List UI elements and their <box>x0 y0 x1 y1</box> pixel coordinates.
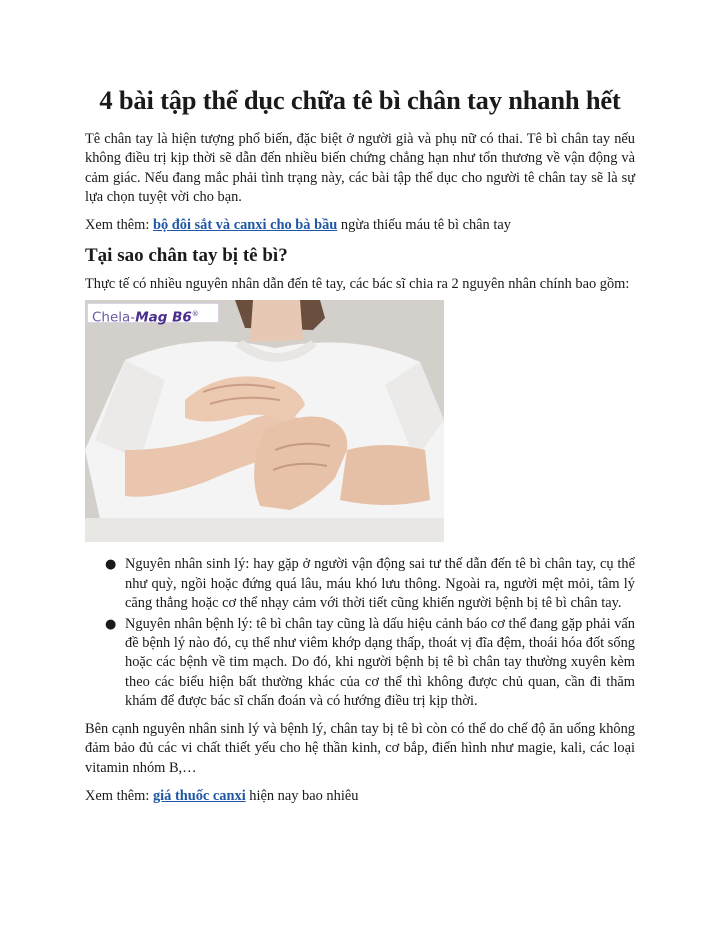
bullet-icon: ● <box>105 616 117 632</box>
calcium-price-link[interactable]: giá thuốc canxi <box>152 787 246 804</box>
list-item-text: Nguyên nhân sinh lý: hay gặp ở người vận động sai tư thế dẫn đến tê bì chân tay, cụ thể như quỳ, ngồi hoặc đứng quá lâu, máu khó lưu thông. Ngoài ra, người mệt mỏi, tâm lý căng thẳng hoặc cơ thể nhạy cảm với thời tiết cũng khiến người bệnh bị tê bì chân tay. <box>125 556 635 612</box>
list-item <box>105 555 635 613</box>
woman-holding-wrist-illustration <box>85 300 444 542</box>
article-title: 4 bài tập thể dục chữa tê bì chân tay nhanh hết <box>99 85 621 115</box>
intro-paragraph: Tê chân tay là hiện tượng phổ biến, đặc biệt ở người già và phụ nữ có thai. Tê bì chân tay nếu không điều trị kịp thời sẽ dẫn đến nhiều biến chứng chẳng hạn như tổn thương về vận động và cảm giác. Nếu đang mắc phải tình trạng này, các bài tập thể dục cho người tê chân tay sẽ là sự lựa chọn tuyệt vời cho bạn. <box>85 131 635 206</box>
section-intro: Thực tế có nhiều nguyên nhân dẫn đến tê tay, các bác sĩ chia ra 2 nguyên nhân chính bao gồm: <box>85 276 630 293</box>
causes-list <box>85 555 635 711</box>
see-also-suffix: ngừa thiếu máu tê bì chân tay <box>337 216 511 233</box>
section-heading: Tại sao chân tay bị tê bì? <box>85 245 288 267</box>
paragraph-after-list: Bên cạnh nguyên nhân sinh lý và bệnh lý, chân tay bị tê bì còn có thể do chế độ ăn uống không đảm bảo đủ các vi chất thiết yếu cho hệ thần kinh, cơ bắp, điển hình như magie, kali, các loại vitamin nhóm B,… <box>85 720 635 776</box>
see-also-prefix: Xem thêm: <box>85 787 153 804</box>
list-item-text: Nguyên nhân bệnh lý: tê bì chân tay cũng là dấu hiệu cảnh báo cơ thể đang gặp phải vấn đề bệnh lý nào đó, cụ thể như viêm khớp dạng thấp, thoát vị đĩa đệm, thoái hóa đốt sống hoặc các bệnh về tim mạch. Do đó, khi người bệnh bị tê bì chân tay thường xuyên kèm theo các biểu hiện bất thường khác của cơ thể thì không được chủ quan, cần đi thăm khám để được bác sĩ chẩn đoán và có hướng điều trị kịp thời. <box>125 615 635 710</box>
see-also-suffix: hiện nay bao nhiêu <box>245 787 359 804</box>
chela-mag-b6-logo: Chela-Mag B6® <box>87 303 219 323</box>
article <box>85 84 635 806</box>
iron-calcium-link[interactable]: bộ đôi sắt và canxi cho bà bầu <box>152 216 338 233</box>
see-also-line-1 <box>85 216 635 235</box>
bullet-icon: ● <box>105 557 117 573</box>
see-also-prefix: Xem thêm: <box>85 216 153 233</box>
article-photo <box>85 300 444 542</box>
list-item <box>105 615 635 712</box>
see-also-line-2 <box>85 787 635 806</box>
